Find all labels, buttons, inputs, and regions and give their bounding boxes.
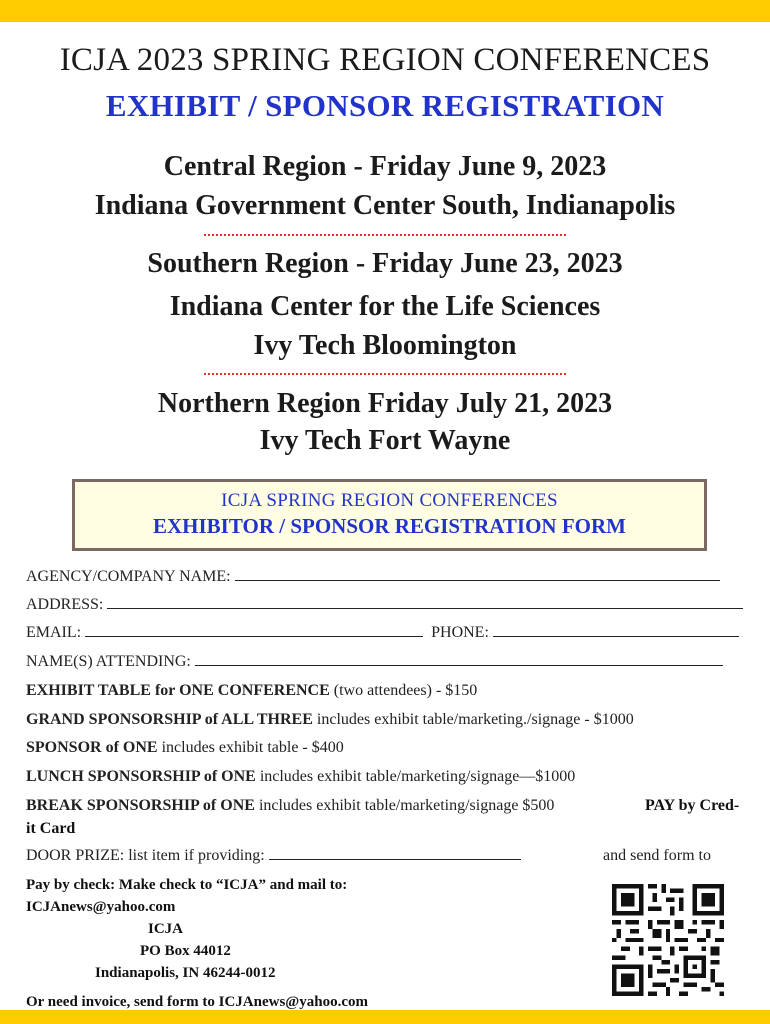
option-break-sponsorship <box>26 797 554 815</box>
page-title: ICJA 2023 SPRING REGION CONFERENCES <box>59 42 711 78</box>
email-phone-field[interactable] <box>26 624 739 642</box>
central-region-venue: Indiana Government Center South, Indianapolis <box>94 190 676 221</box>
option-grand-sponsorship <box>26 711 634 729</box>
agency-label: AGENCY/COMPANY NAME: <box>26 568 231 585</box>
option-detail: includes exhibit table - $400 <box>157 739 344 756</box>
door-prize-label: DOOR PRIZE: list item if providing: <box>26 847 265 864</box>
option-title: EXHIBIT TABLE for ONE CONFERENCE <box>26 682 330 699</box>
option-title: LUNCH SPONSORSHIP of ONE <box>26 768 256 785</box>
form-box-heading: ICJA SPRING REGION CONFERENCES <box>221 490 558 511</box>
address-field[interactable] <box>26 596 743 614</box>
mail-city: Indianapolis, IN 46244-0012 <box>95 965 276 981</box>
names-attending-input-line[interactable] <box>195 653 723 666</box>
door-prize-input-line[interactable] <box>269 847 521 860</box>
option-detail: includes exhibit table/marketing/signage $500 <box>254 797 555 814</box>
divider <box>204 234 566 236</box>
option-title: SPONSOR of ONE <box>26 739 158 756</box>
email-address: ICJAnews@yahoo.com <box>26 899 176 915</box>
option-sponsor-one <box>26 739 344 757</box>
option-lunch-sponsorship <box>26 768 575 786</box>
option-detail: includes exhibit table/marketing./signage - $1000 <box>312 711 634 728</box>
northern-region-venue: Ivy Tech Fort Wayne <box>259 425 511 456</box>
option-title: GRAND SPONSORSHIP of ALL THREE <box>26 711 313 728</box>
pay-by-card-text: PAY by Cred- <box>645 797 740 814</box>
names-attending-field[interactable] <box>26 653 723 671</box>
qr-code-icon <box>612 884 724 996</box>
divider <box>204 373 566 375</box>
form-title-box <box>72 479 707 551</box>
option-title: BREAK SPONSORSHIP of ONE <box>26 797 255 814</box>
address-label: ADDRESS: <box>26 596 104 613</box>
southern-region-date: Southern Region - Friday June 23, 2023 <box>147 248 623 279</box>
agency-field[interactable] <box>26 568 720 586</box>
send-form-text: and send form to <box>603 847 711 864</box>
phone-label: PHONE: <box>431 624 489 641</box>
option-detail: includes exhibit table/marketing/signage—$1000 <box>255 768 576 785</box>
email-label: EMAIL: <box>26 624 82 641</box>
northern-region-date: Northern Region Friday July 21, 2023 <box>157 388 613 419</box>
pay-by-card-text-cont: it Card <box>26 820 76 837</box>
door-prize-field[interactable] <box>26 847 521 865</box>
invoice-text: Or need invoice, send form to ICJAnews@yahoo.com <box>26 994 368 1010</box>
southern-region-venue: Indiana Center for the Life Sciences <box>169 291 601 322</box>
names-attending-label: NAME(S) ATTENDING: <box>26 653 191 670</box>
phone-input-line[interactable] <box>493 624 739 637</box>
southern-region-venue-2: Ivy Tech Bloomington <box>253 330 517 361</box>
email-input-line[interactable] <box>85 624 423 637</box>
bottom-accent-bar <box>0 1010 770 1024</box>
mail-po-box: PO Box 44012 <box>140 943 231 959</box>
agency-input-line[interactable] <box>235 568 720 581</box>
central-region-date: Central Region - Friday June 9, 2023 <box>163 151 607 182</box>
page-subtitle: EXHIBIT / SPONSOR REGISTRATION <box>105 88 665 123</box>
mail-org: ICJA <box>148 921 184 937</box>
address-input-line[interactable] <box>107 596 743 609</box>
pay-by-check-text: Pay by check: Make check to “ICJA” and mail to: <box>26 877 348 893</box>
top-accent-bar <box>0 0 770 22</box>
option-detail: (two attendees) - $150 <box>329 682 478 699</box>
form-box-title: EXHIBITOR / SPONSOR REGISTRATION FORM <box>153 514 626 538</box>
option-exhibit-table <box>26 682 477 700</box>
